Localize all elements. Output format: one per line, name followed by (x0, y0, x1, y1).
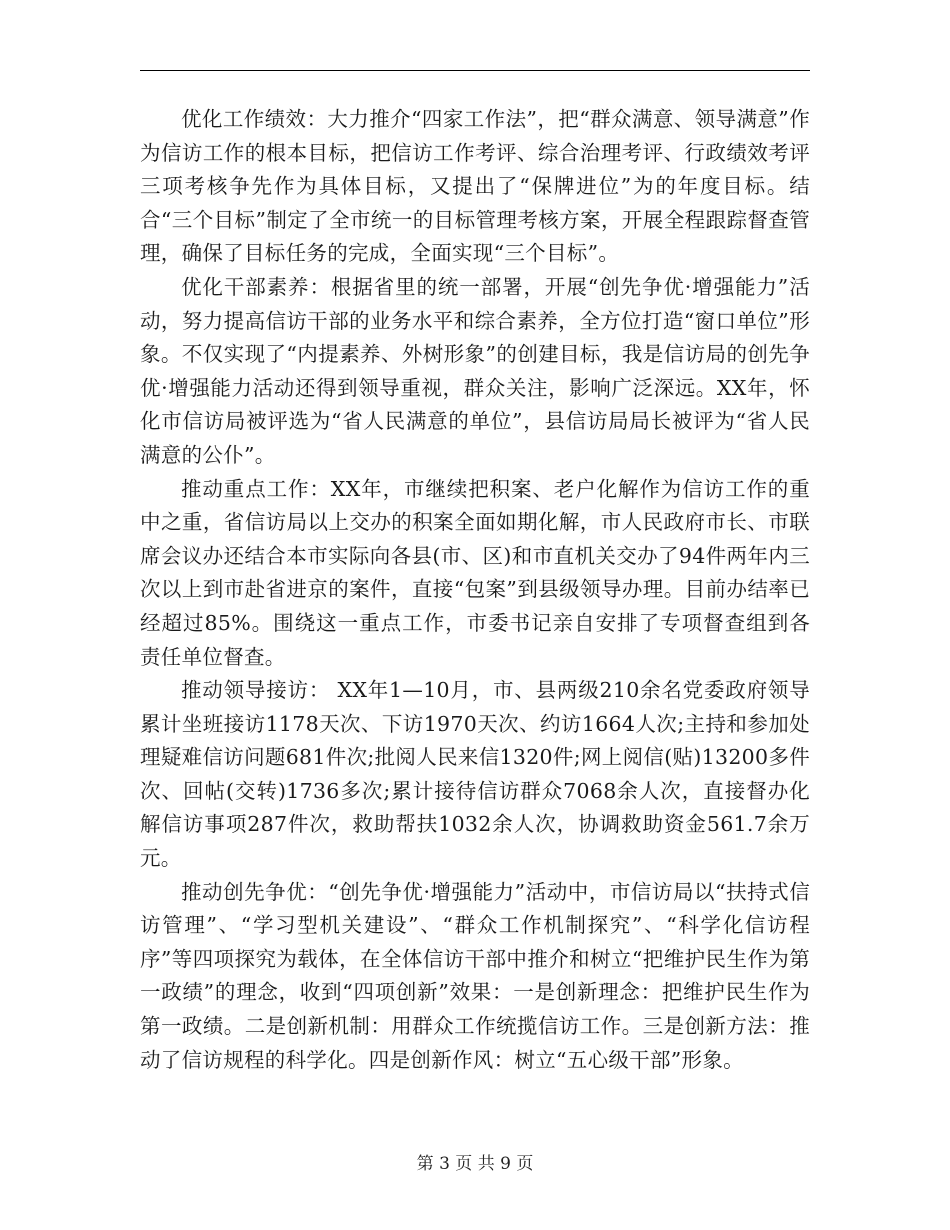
paragraph-cadre-quality: 优化干部素养：根据省里的统一部署，开展“创先争优·增强能力”活动，努力提高信访干部的业务水平和综合素养，全方位打造“窗口单位”形象。不仅实现了“内提素养、外树形象”的创建目标，我是信访局的创先争优·增强能力活动还得到领导重视，群众关注，影响广泛深远。XX年，怀化市信访局被评选为“省人民满意的单位”，县信访局局长被评为“省人民满意的公仆”。 (140, 274, 810, 467)
paragraph-work-performance: 优化工作绩效：大力推介“四家工作法”，把“群众满意、领导满意”作为信访工作的根本目标，把信访工作考评、综合治理考评、行政绩效考评三项考核争先作为具体目标，又提出了“保牌进位”为的年度目标。结合“三个目标”制定了全市统一的目标管理考核方案，开展全程跟踪督查管理，确保了目标任务的完成，全面实现“三个目标”。 (140, 107, 810, 266)
page-number-footer: 第 3 页 共 9 页 (416, 1154, 534, 1174)
paragraph-key-work: 推动重点工作：XX年，市继续把积案、老户化解作为信访工作的重中之重，省信访局以上交办的积案全面如期化解，市人民政府市长、市联席会议办还结合本市实际向各县(市、区)和市直机关交办了94件两年内三次以上到市赴省进京的案件，直接“包案”到县级领导办理。目前办结率已经超过85%。围绕这一重点工作，市委书记亲自安排了专项督查组到各责任单位督查。 (140, 476, 810, 669)
paragraph-excellence-campaign: 推动创先争优：“创先争优·增强能力”活动中，市信访局以“扶持式信访管理”、“学习型机关建设”、“群众工作机制探究”、“科学化信访程序”等四项探究为载体，在全体信访干部中推介和树立“把维护民生作为第一政绩”的理念，收到“四项创新”效果：一是创新理念：把维护民生作为第一政绩。二是创新机制：用群众工作统揽信访工作。三是创新方法：推动了信访规程的科学化。四是创新作风：树立“五心级干部”形象。 (140, 879, 810, 1072)
paragraph-leader-reception: 推动领导接访： XX年1—10月，市、县两级210余名党委政府领导累计坐班接访1178天次、下访1970天次、约访1664人次;主持和参加处理疑难信访问题681件次;批阅人民来信1320件;网上阅信(贴)13200多件次、回帖(交转)1736多次;累计接待信访群众7068余人次，直接督办化解信访事项287件次，救助帮扶1032余人次，协调救助资金561.7余万元。 (140, 678, 810, 871)
document-body (140, 103, 810, 1077)
header-rule (140, 70, 810, 71)
